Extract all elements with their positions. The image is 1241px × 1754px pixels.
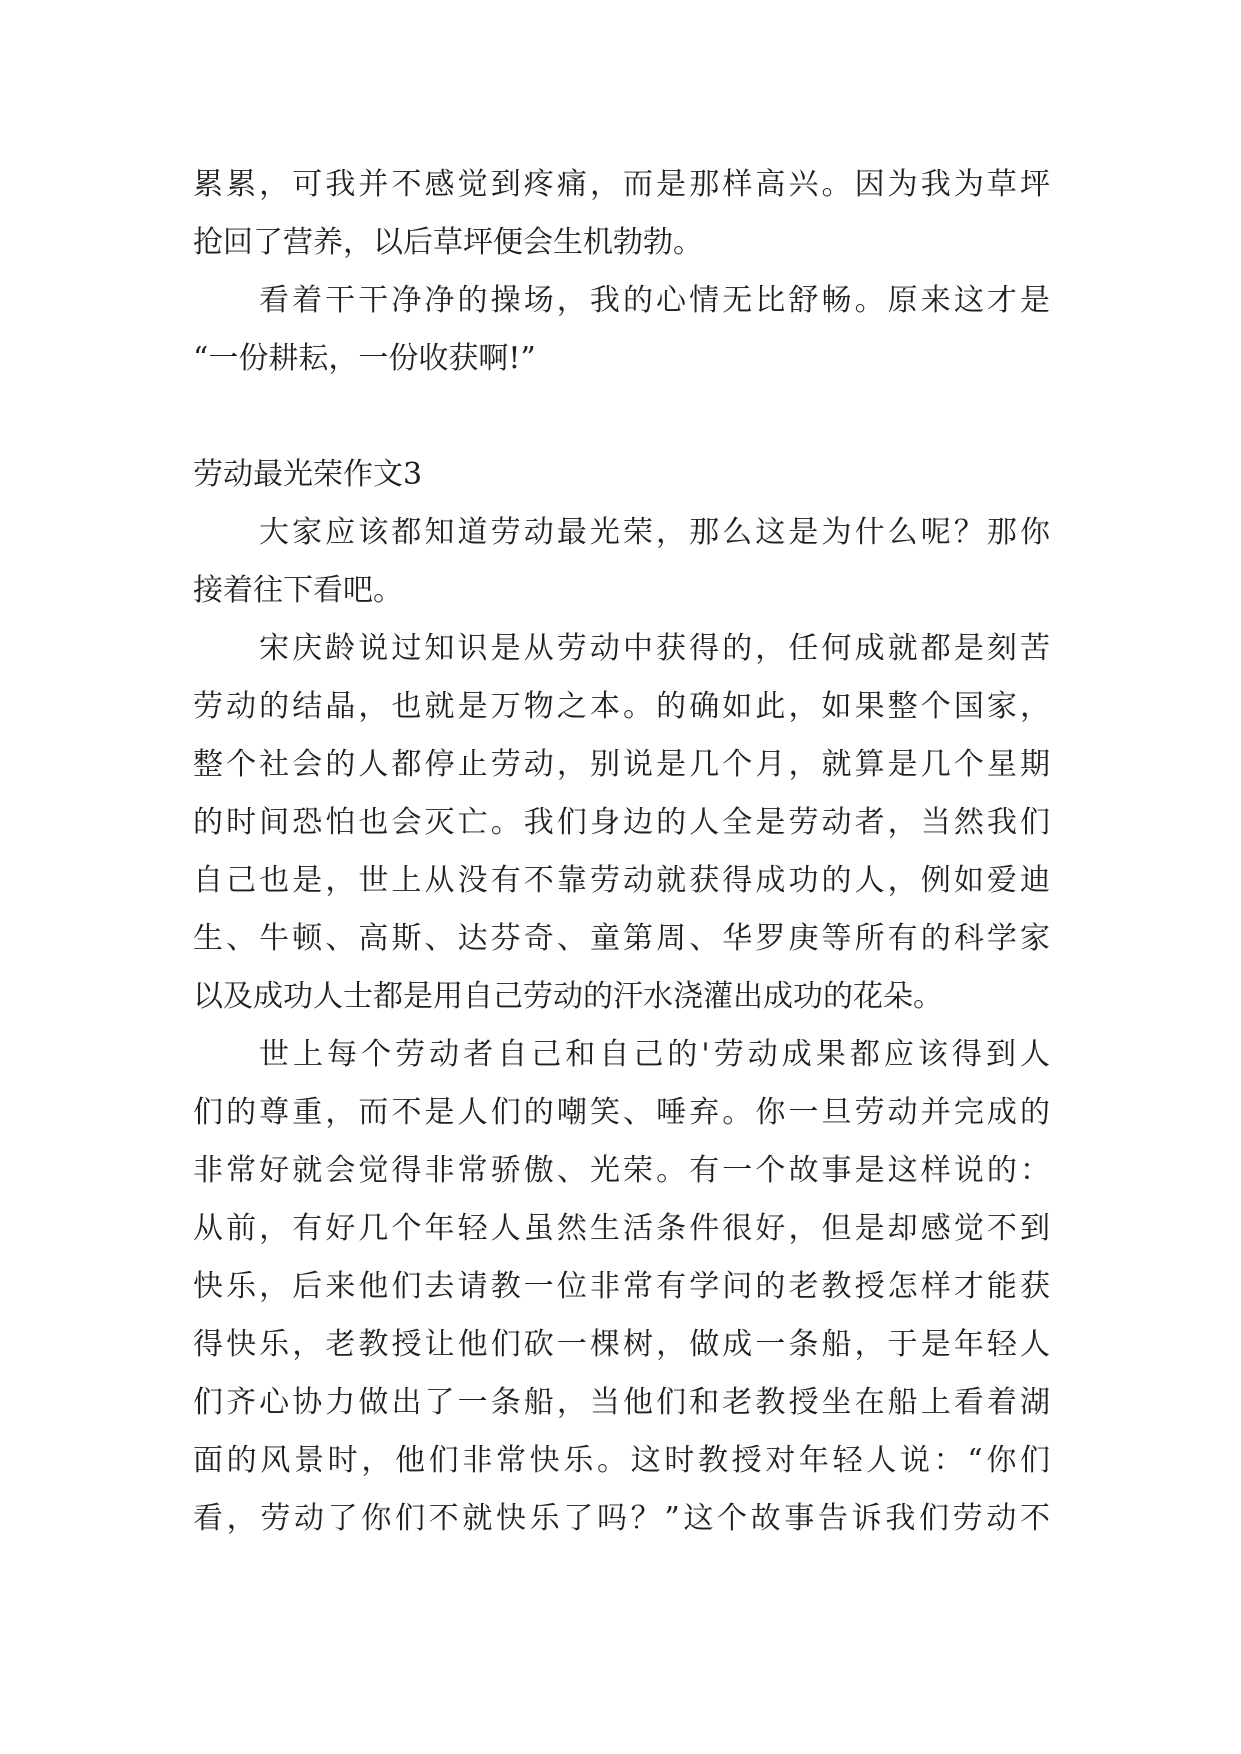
- text-line: 生、牛顿、高斯、达芬奇、童第周、华罗庚等所有的科学家: [193, 921, 1050, 956]
- essay-paragraph: [193, 504, 1050, 620]
- text-line: 接着往下看吧。: [193, 573, 403, 608]
- text-line: 面的风景时，他们非常快乐。这时教授对年轻人说：“你们: [193, 1443, 1050, 1478]
- text-line: 们的尊重，而不是人们的嘲笑、唾弃。你一旦劳动并完成的: [193, 1095, 1050, 1130]
- blank-line: [193, 388, 1050, 446]
- text-line: 快乐，后来他们去请教一位非常有学问的老教授怎样才能获: [193, 1269, 1050, 1304]
- text-line: 整个社会的人都停止劳动，别说是几个月，就算是几个星期: [193, 747, 1050, 782]
- text-line: 非常好就会觉得非常骄傲、光荣。有一个故事是这样说的：: [193, 1153, 1050, 1188]
- text-line: 们齐心协力做出了一条船，当他们和老教授坐在船上看着湖: [193, 1385, 1050, 1420]
- essay-paragraph: [193, 1026, 1050, 1548]
- text-line: 从前，有好几个年轻人虽然生活条件很好，但是却感觉不到: [193, 1211, 1050, 1246]
- text-line: 看着干干净净的操场，我的心情无比舒畅。原来这才是: [259, 283, 1050, 318]
- text-line: 劳动的结晶，也就是万物之本。的确如此，如果整个国家，: [193, 689, 1050, 724]
- document-body: [193, 156, 1050, 1548]
- previous-essay-paragraph: [193, 272, 1050, 388]
- text-line: 的时间恐怕也会灭亡。我们身边的人全是劳动者，当然我们: [193, 805, 1050, 840]
- text-line: 自己也是，世上从没有不靠劳动就获得成功的人，例如爱迪: [193, 863, 1050, 898]
- previous-essay-paragraph: [193, 156, 1050, 272]
- text-line: 累累，可我并不感觉到疼痛，而是那样高兴。因为我为草坪: [193, 167, 1050, 202]
- text-line: 得快乐，老教授让他们砍一棵树，做成一条船，于是年轻人: [193, 1327, 1050, 1362]
- text-line: 大家应该都知道劳动最光荣，那么这是为什么呢？那你: [259, 515, 1050, 550]
- text-line: 宋庆龄说过知识是从劳动中获得的，任何成就都是刻苦: [259, 631, 1050, 666]
- essay-title: 劳动最光荣作文3: [193, 457, 423, 492]
- text-line: 看，劳动了你们不就快乐了吗？”这个故事告诉我们劳动不: [193, 1501, 1050, 1536]
- essay-paragraph: [193, 620, 1050, 1026]
- text-line: “一份耕耘，一份收获啊!”: [193, 341, 536, 376]
- text-line: 抢回了营养，以后草坪便会生机勃勃。: [193, 225, 703, 260]
- text-line: 以及成功人士都是用自己劳动的汗水浇灌出成功的花朵。: [193, 979, 943, 1014]
- text-line: 世上每个劳动者自己和自己的'劳动成果都应该得到人: [259, 1037, 1050, 1072]
